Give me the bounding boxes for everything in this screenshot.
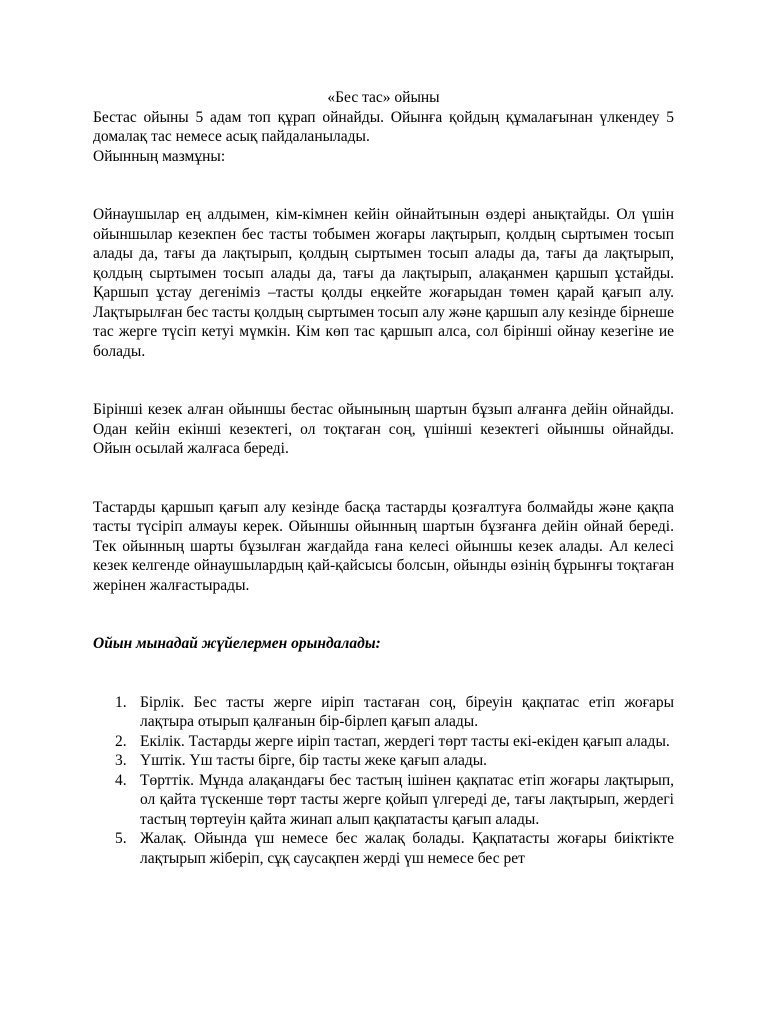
list-item	[93, 751, 674, 771]
rules-paragraph-3: Тастарды қаршып қағып алу кезінде басқа тастарды қозғалтуға болмайды және қақпа тасты түсіріп алмауы керек. Ойыншы ойынның шартын бұзғанға дейін ойнай береді. Тек ойынның шарты бұзылған жағдайда ғана келесі ойыншы кезек алады. Ал келесі кезек келгенде ойнаушылардың қай-қайсысы болсын, ойынды өзінің бұрынғы тоқтаған жерінен жалғастырады.	[93, 498, 674, 594]
document-body	[93, 88, 674, 868]
spacer	[93, 595, 674, 634]
list-item-text: Екілік. Тастарды жерге иіріп тастап, жердегі төрт тасты екі-екіден қағып алады.	[140, 732, 670, 750]
intro-paragraph: Бестас ойыны 5 адам топ құрап ойнайды. Ойынға қойдың құмалағынан үлкендеу 5 домалақ тас немесе асық пайдаланылады.	[93, 108, 674, 145]
spacer	[93, 361, 674, 400]
systems-list	[93, 693, 674, 869]
list-item	[93, 732, 674, 752]
rules-paragraph-1: Ойнаушылар ең алдымен, кім-кімнен кейін ойнайтынын өздері анықтайды. Ол үшін ойыншылар кезекпен бес тасты тобымен жоғары лақтырып, қолдың сыртымен тосып алады да, тағы да лақтырып, қолдың сыртымен тосып алады да, тағы да лақтырып, қолдың сыртымен тосып алады да, тағы да лақтырып, алақанмен қаршып ұстайды. Қаршып ұстау дегеніміз –тасты қолды еңкейте жоғарыдан төмен қарай қағып алу. Лақтырылған бес тасты қолдың сыртымен тосып алу және қаршып алу кезінде бірнеше тас жерге түсіп кетуі мүмкін. Кім көп тас қаршып алса, сол бірінші ойнау кезегіне ие болады.	[93, 206, 674, 360]
list-item	[93, 829, 674, 868]
list-item-text: Үштік. Үш тасты бірге, бір тасты жеке қағып алады.	[140, 752, 488, 769]
list-item	[93, 693, 674, 732]
rules-paragraph-2: Бірінші кезек алған ойыншы бестас ойынының шартын бұзып алғанға дейін ойнайды. Одан кейін екінші кезектегі, ол тоқтаған соң, үшінші кезектегі ойыншы ойнайды. Ойын осылай жалғаса береді.	[93, 401, 674, 457]
list-item	[93, 771, 674, 830]
list-item-number: 2.	[115, 732, 127, 750]
list-item-number: 5.	[115, 830, 127, 847]
list-item-number: 1.	[115, 693, 127, 711]
list-item-number: 3.	[115, 752, 127, 769]
list-item-text: Жалақ. Ойында үш немесе бес жалақ болады. Қақпатасты жоғары биіктікте лақтырып жіберіп, сұқ саусақпен жерді үш немесе бес рет	[140, 830, 674, 867]
list-item-number: 4.	[115, 771, 127, 789]
spacer	[93, 166, 674, 205]
list-item-text: Төрттік. Мұнда алақандағы бес тастың ішінен қақпатас етіп жоғары лақтырып, ол қайта түскенше төрт тасты жерге қойып үлгереді де, тағы лақтырып, жердегі тастың төртеуін қайта жинап алып қақпатасты қағып алады.	[140, 771, 674, 828]
systems-heading: Ойын мынадай жүйелермен орындалады:	[93, 635, 381, 652]
list-item-text: Бірлік. Бес тасты жерге иіріп тастаған соң, біреуін қақпатас етіп жоғары лақтыра отырып қалғанын бір-бірлеп қағып алады.	[140, 693, 674, 730]
spacer	[93, 459, 674, 498]
content-heading: Ойынның мазмұны:	[93, 147, 226, 165]
spacer	[93, 654, 674, 693]
document-title: «Бес тас» ойыны	[327, 89, 440, 106]
